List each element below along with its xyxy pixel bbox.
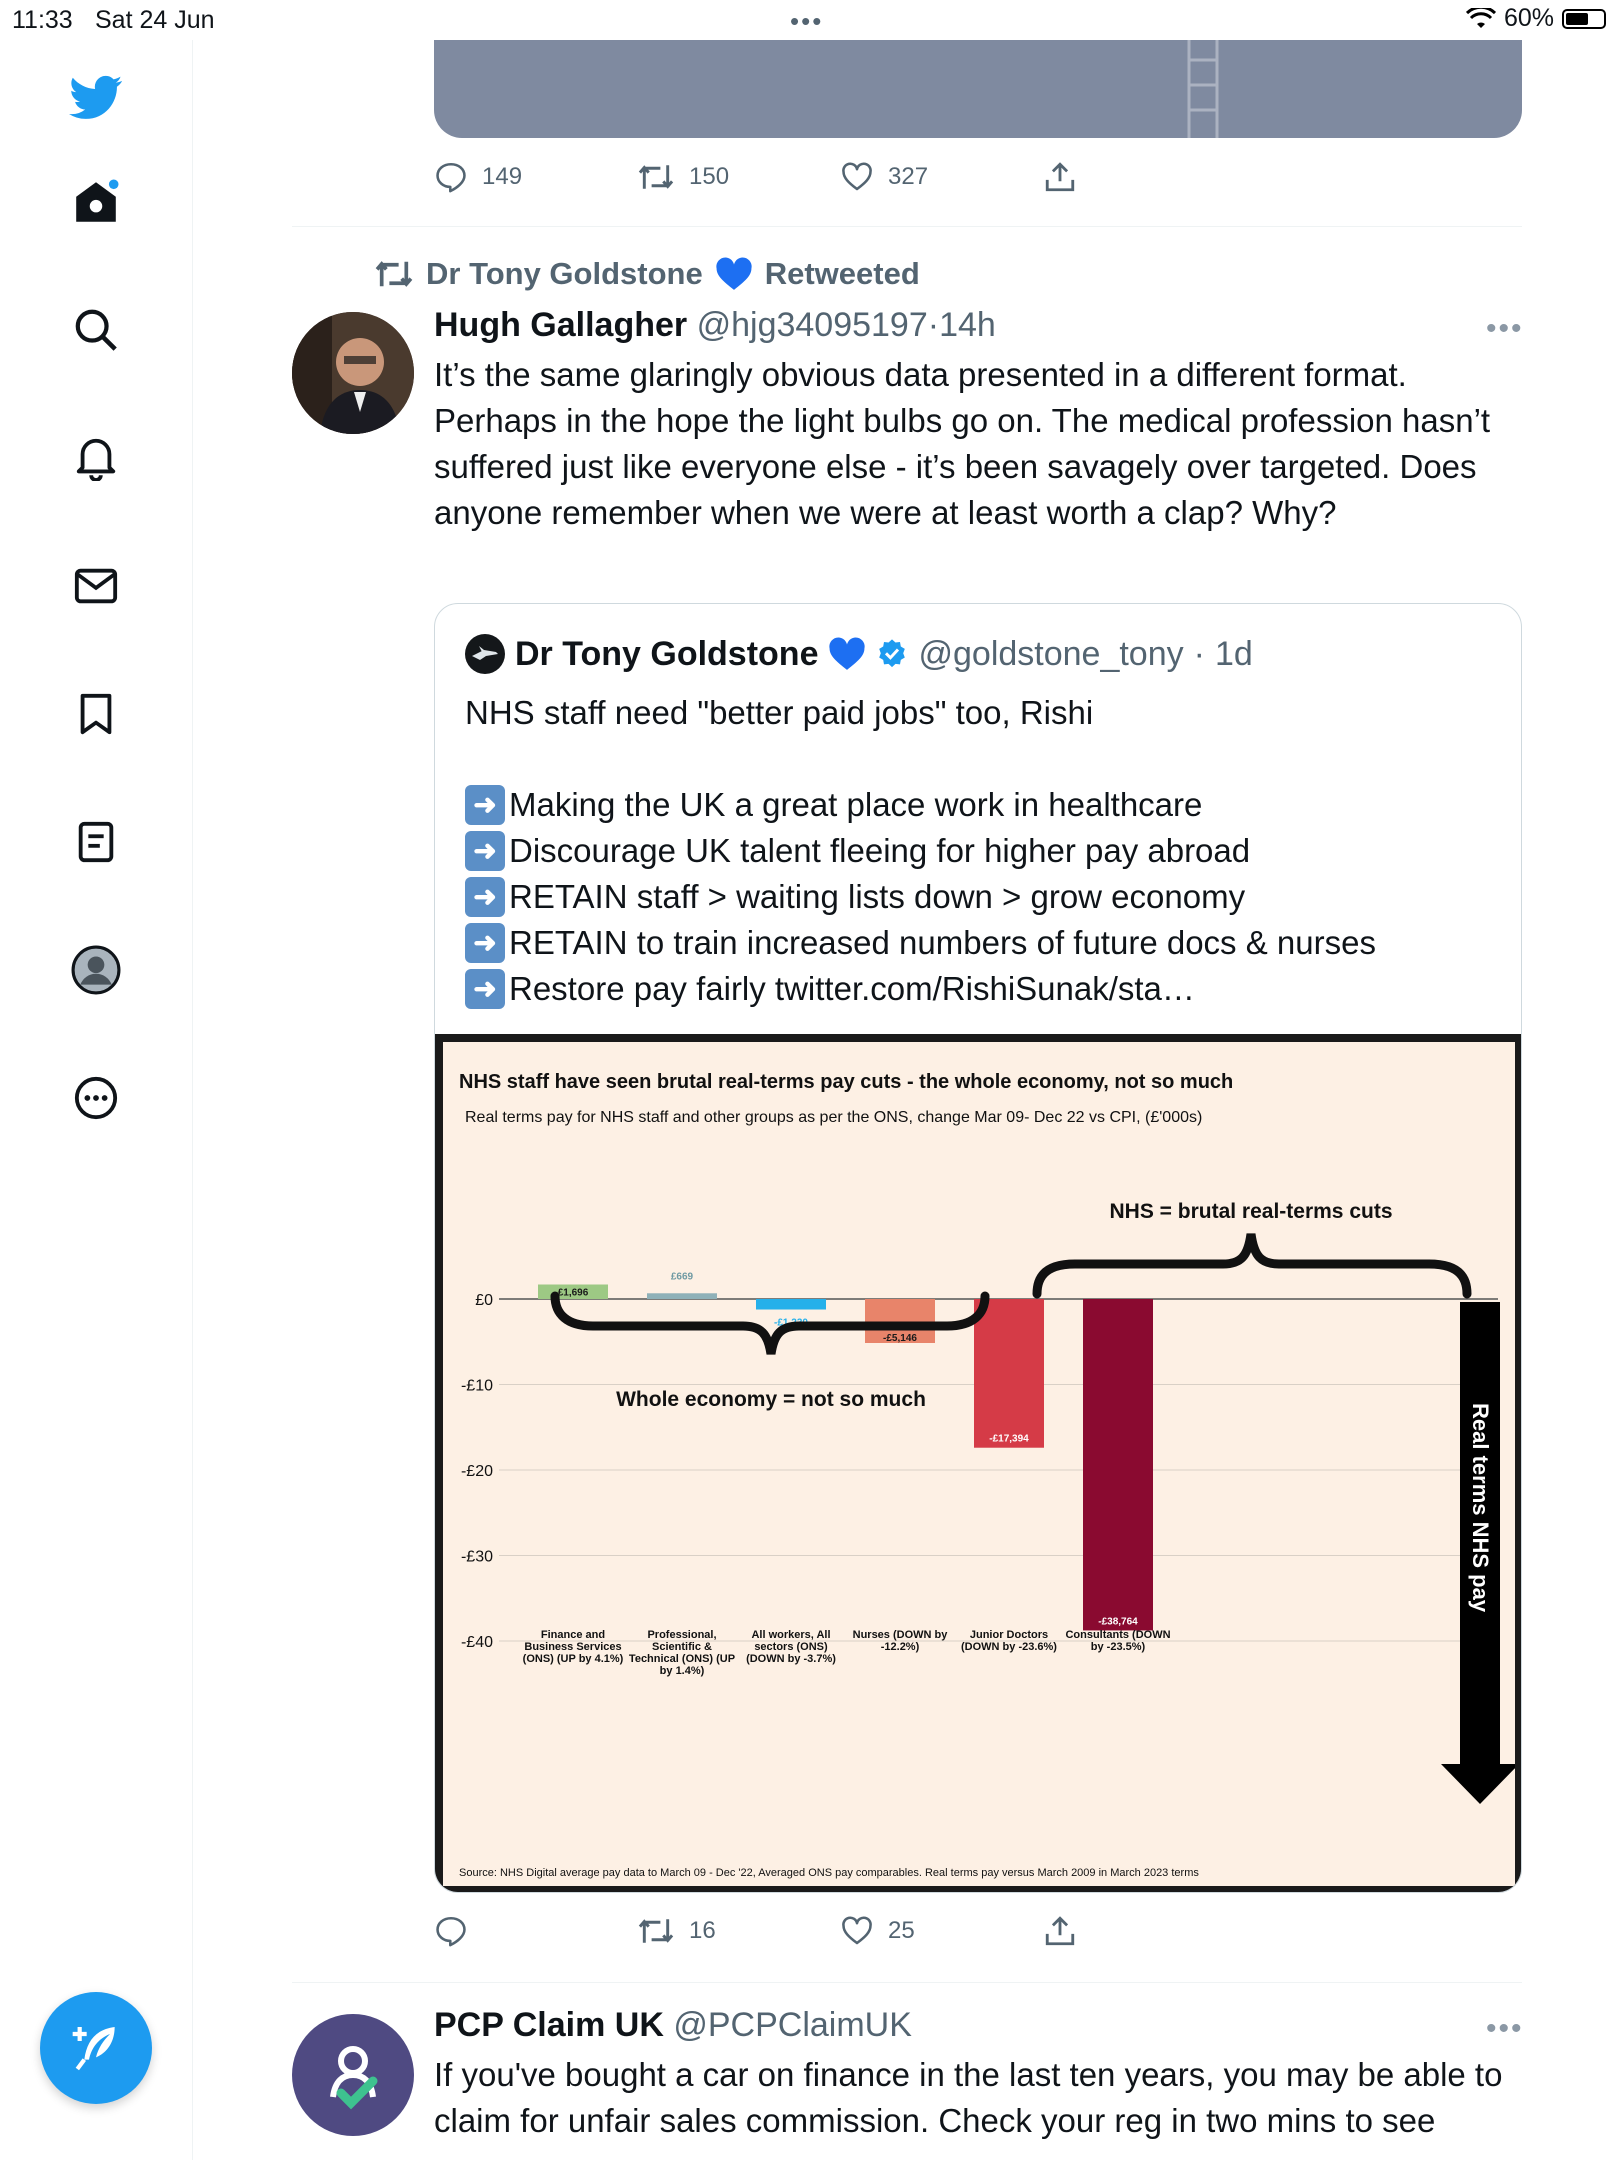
retweet-button[interactable] [637,160,840,194]
more-circle-icon [73,1075,119,1121]
quoted-tweet[interactable] [434,603,1522,1893]
multitask-dots[interactable]: ••• [790,6,824,36]
right-arrow-icon: ➜ [465,785,505,825]
retweeted-banner[interactable] [374,256,920,292]
quote-bullet [465,828,1495,874]
y-tick-label: -£20 [460,1463,493,1480]
profile-avatar-icon [71,945,121,995]
y-tick-label: -£40 [460,1634,493,1651]
share-icon [1043,1914,1077,1948]
bar-value-label: -£1,230 [774,1317,808,1329]
chart-bar [1083,1299,1153,1630]
previous-tweet-actions [434,160,1246,194]
like-button[interactable] [840,1914,1043,1948]
status-bar [0,0,1620,40]
retweet-count: 16 [689,1917,716,1944]
author-handle[interactable]: @hjg34095197 [696,306,928,344]
bar-value-label: £1,696 [557,1287,589,1299]
bar-value-label: -£38,764 [1098,1616,1138,1628]
like-count: 25 [888,1917,915,1944]
reply-button[interactable] [434,1914,637,1948]
right-arrow-icon: ➜ [465,923,505,963]
retweet-count: 150 [689,163,730,190]
sidebar-item-more[interactable] [66,1068,126,1128]
x-tick-label: -12.2%) [880,1641,920,1653]
x-tick-label: All workers, All [751,1629,831,1641]
retweet-icon [637,160,675,194]
chart-subtitle: Real terms pay for NHS staff and other groups as per the ONS, change Mar 09- Dec 22 vs CPI, (£'000s) [465,1109,1203,1126]
x-tick-label: Finance and [540,1629,606,1641]
arrow-annotation: Real terms NHS pay [1468,1403,1493,1613]
chart-bar [756,1299,826,1310]
blue-heart-icon [828,636,866,672]
chart-image[interactable] [435,1034,1522,1893]
quote-bullet [465,920,1495,966]
quote-bullet-link[interactable]: Restore pay fairly twitter.com/RishiSunak/sta… [509,970,1195,1007]
x-tick-label: by 1.4%) [659,1665,705,1677]
battery-icon [1562,9,1606,29]
sidebar-item-explore[interactable] [66,300,126,360]
ad-more-button[interactable]: ••• [1486,2012,1524,2045]
y-tick-label: £0 [475,1292,493,1309]
x-tick-label: Nurses (DOWN by [852,1629,948,1641]
sidebar-item-bookmarks[interactable] [66,684,126,744]
share-icon [1043,160,1077,194]
quote-author-avatar [465,634,505,674]
header-separator: · [927,306,940,344]
quote-bullet [465,966,1495,1012]
search-icon [73,307,119,353]
author-name[interactable]: Hugh Gallagher [434,306,688,344]
bar-value-label: £669 [670,1271,694,1283]
reply-button[interactable] [434,160,637,194]
chart-title: NHS staff have seen brutal real-terms pay cuts - the whole economy, not so much [459,1071,1234,1093]
retweet-icon [637,1914,675,1948]
quote-author-name[interactable]: Dr Tony Goldstone [515,634,819,673]
sidebar-item-notifications[interactable] [66,428,126,488]
previous-tweet-image[interactable] [434,40,1522,138]
pcp-logo-icon [311,2033,395,2117]
chart-background [443,1042,1515,1886]
quote-bullet [465,782,1495,828]
x-tick-label: Technical (ONS) (UP [628,1653,736,1665]
tweet-divider [292,1982,1522,1983]
tweet-text: It’s the same glaringly obvious data presented in a different format. Perhaps in the hope the light bulbs go on. The medical profession hasn’t suffered just like everyone else - it’s been savagely over targeted. Does anyone remember when we were at least worth a clap? Why? [434,356,1491,531]
quote-intro: NHS staff need "better paid jobs" too, Rishi [465,694,1094,731]
x-tick-label: (ONS) (UP by 4.1%) [522,1653,624,1665]
reply-icon [434,160,468,194]
pay-cuts-chart [443,1042,1515,1886]
chart-bar [647,1293,717,1299]
quote-bullet-text: RETAIN to train increased numbers of future docs & nurses [509,924,1376,961]
right-arrow-icon: ➜ [465,877,505,917]
mail-icon [73,563,119,609]
x-tick-label: Junior Doctors [969,1629,1049,1641]
quote-author-handle[interactable]: @goldstone_tony [918,634,1184,673]
quote-bullet-text: Making the UK a great place work in healthcare [509,786,1203,823]
reply-count: 149 [482,163,523,190]
twitter-logo-icon[interactable] [66,68,126,128]
tweet-header [434,306,996,345]
chart-bar [974,1299,1044,1448]
x-tick-label: Scientific & [652,1641,712,1653]
status-date: Sat 24 Jun [95,6,215,34]
x-tick-label: sectors (ONS) [754,1641,828,1653]
sidebar-item-lists[interactable] [66,812,126,872]
y-tick-label: -£10 [460,1377,493,1395]
reply-icon [434,1914,468,1948]
x-tick-label: Business Services [524,1641,622,1653]
quote-bullet-text: Discourage UK talent fleeing for higher pay abroad [509,832,1251,869]
retweet-icon [374,257,414,291]
ad-author-handle[interactable]: @PCPClaimUK [673,2006,912,2044]
bar-value-label: -£17,394 [989,1433,1029,1445]
quote-time[interactable]: 1d [1214,634,1253,673]
right-arrow-icon: ➜ [465,969,505,1009]
right-arrow-icon: ➜ [465,831,505,871]
quote-header [465,634,1253,674]
lists-icon [73,819,119,865]
status-right [1466,4,1606,33]
share-button[interactable] [1043,160,1246,194]
share-button[interactable] [1043,1914,1246,1948]
tweet-divider [292,226,1522,227]
like-count: 327 [888,163,929,190]
sidebar-item-profile[interactable] [66,940,126,1000]
author-avatar[interactable] [292,312,414,434]
feather-plus-icon [68,2020,124,2076]
quote-separator: · [1193,634,1205,673]
tweet-actions [434,1914,1246,1948]
retweet-button[interactable] [637,1914,840,1948]
quote-body [465,690,1495,1012]
blue-heart-icon [715,256,753,292]
ad-author-avatar[interactable] [292,2014,414,2136]
sidebar-item-messages[interactable] [66,556,126,616]
tweet-more-button[interactable]: ••• [1486,312,1524,345]
ad-tweet-header [434,2006,912,2045]
status-time: 11:33 [12,6,73,34]
ad-tweet-text: If you've bought a car on finance in the last ten years, you may be able to claim for unfair sales commission. Check your reg in two mins to see [434,2056,1503,2139]
compose-tweet-button[interactable] [40,1992,152,2104]
chart-source: Source: NHS Digital average pay data to March 09 - Dec '22, Averaged ONS pay comparables. Real terms pay versus March 2009 in March 2023 terms [459,1867,1199,1879]
x-tick-label: (DOWN by -3.7%) [746,1653,836,1665]
heart-icon [840,160,874,194]
economy-annotation: Whole economy = not so much [616,1388,926,1411]
ladder-image-detail [1169,40,1239,138]
wifi-icon [1466,8,1496,30]
home-icon [71,177,121,227]
x-tick-label: (DOWN by -23.6%) [961,1641,1057,1653]
y-tick-label: -£30 [460,1548,493,1566]
verified-badge-icon [876,638,908,670]
sidebar [0,40,193,2160]
retweeted-label: Retweeted [764,256,920,291]
sidebar-item-home[interactable] [66,172,126,232]
ad-author-name[interactable]: PCP Claim UK [434,2006,664,2044]
like-button[interactable] [840,160,1043,194]
battery-percent: 60% [1503,4,1554,32]
retweeted-by: Dr Tony Goldstone [426,256,703,291]
heart-icon [840,1914,874,1948]
x-tick-label: by -23.5%) [1090,1641,1146,1653]
bar-value-label: -£5,146 [883,1333,917,1344]
x-tick-label: Professional, [647,1629,717,1641]
x-tick-label: Consultants (DOWN [1065,1629,1171,1641]
tweet-time[interactable]: 14h [939,306,996,344]
quote-bullet [465,874,1495,920]
nhs-annotation: NHS = brutal real-terms cuts [1109,1200,1393,1223]
bell-icon [73,435,119,481]
quote-bullet-text: RETAIN staff > waiting lists down > grow economy [509,878,1246,915]
bookmark-icon [73,691,119,737]
